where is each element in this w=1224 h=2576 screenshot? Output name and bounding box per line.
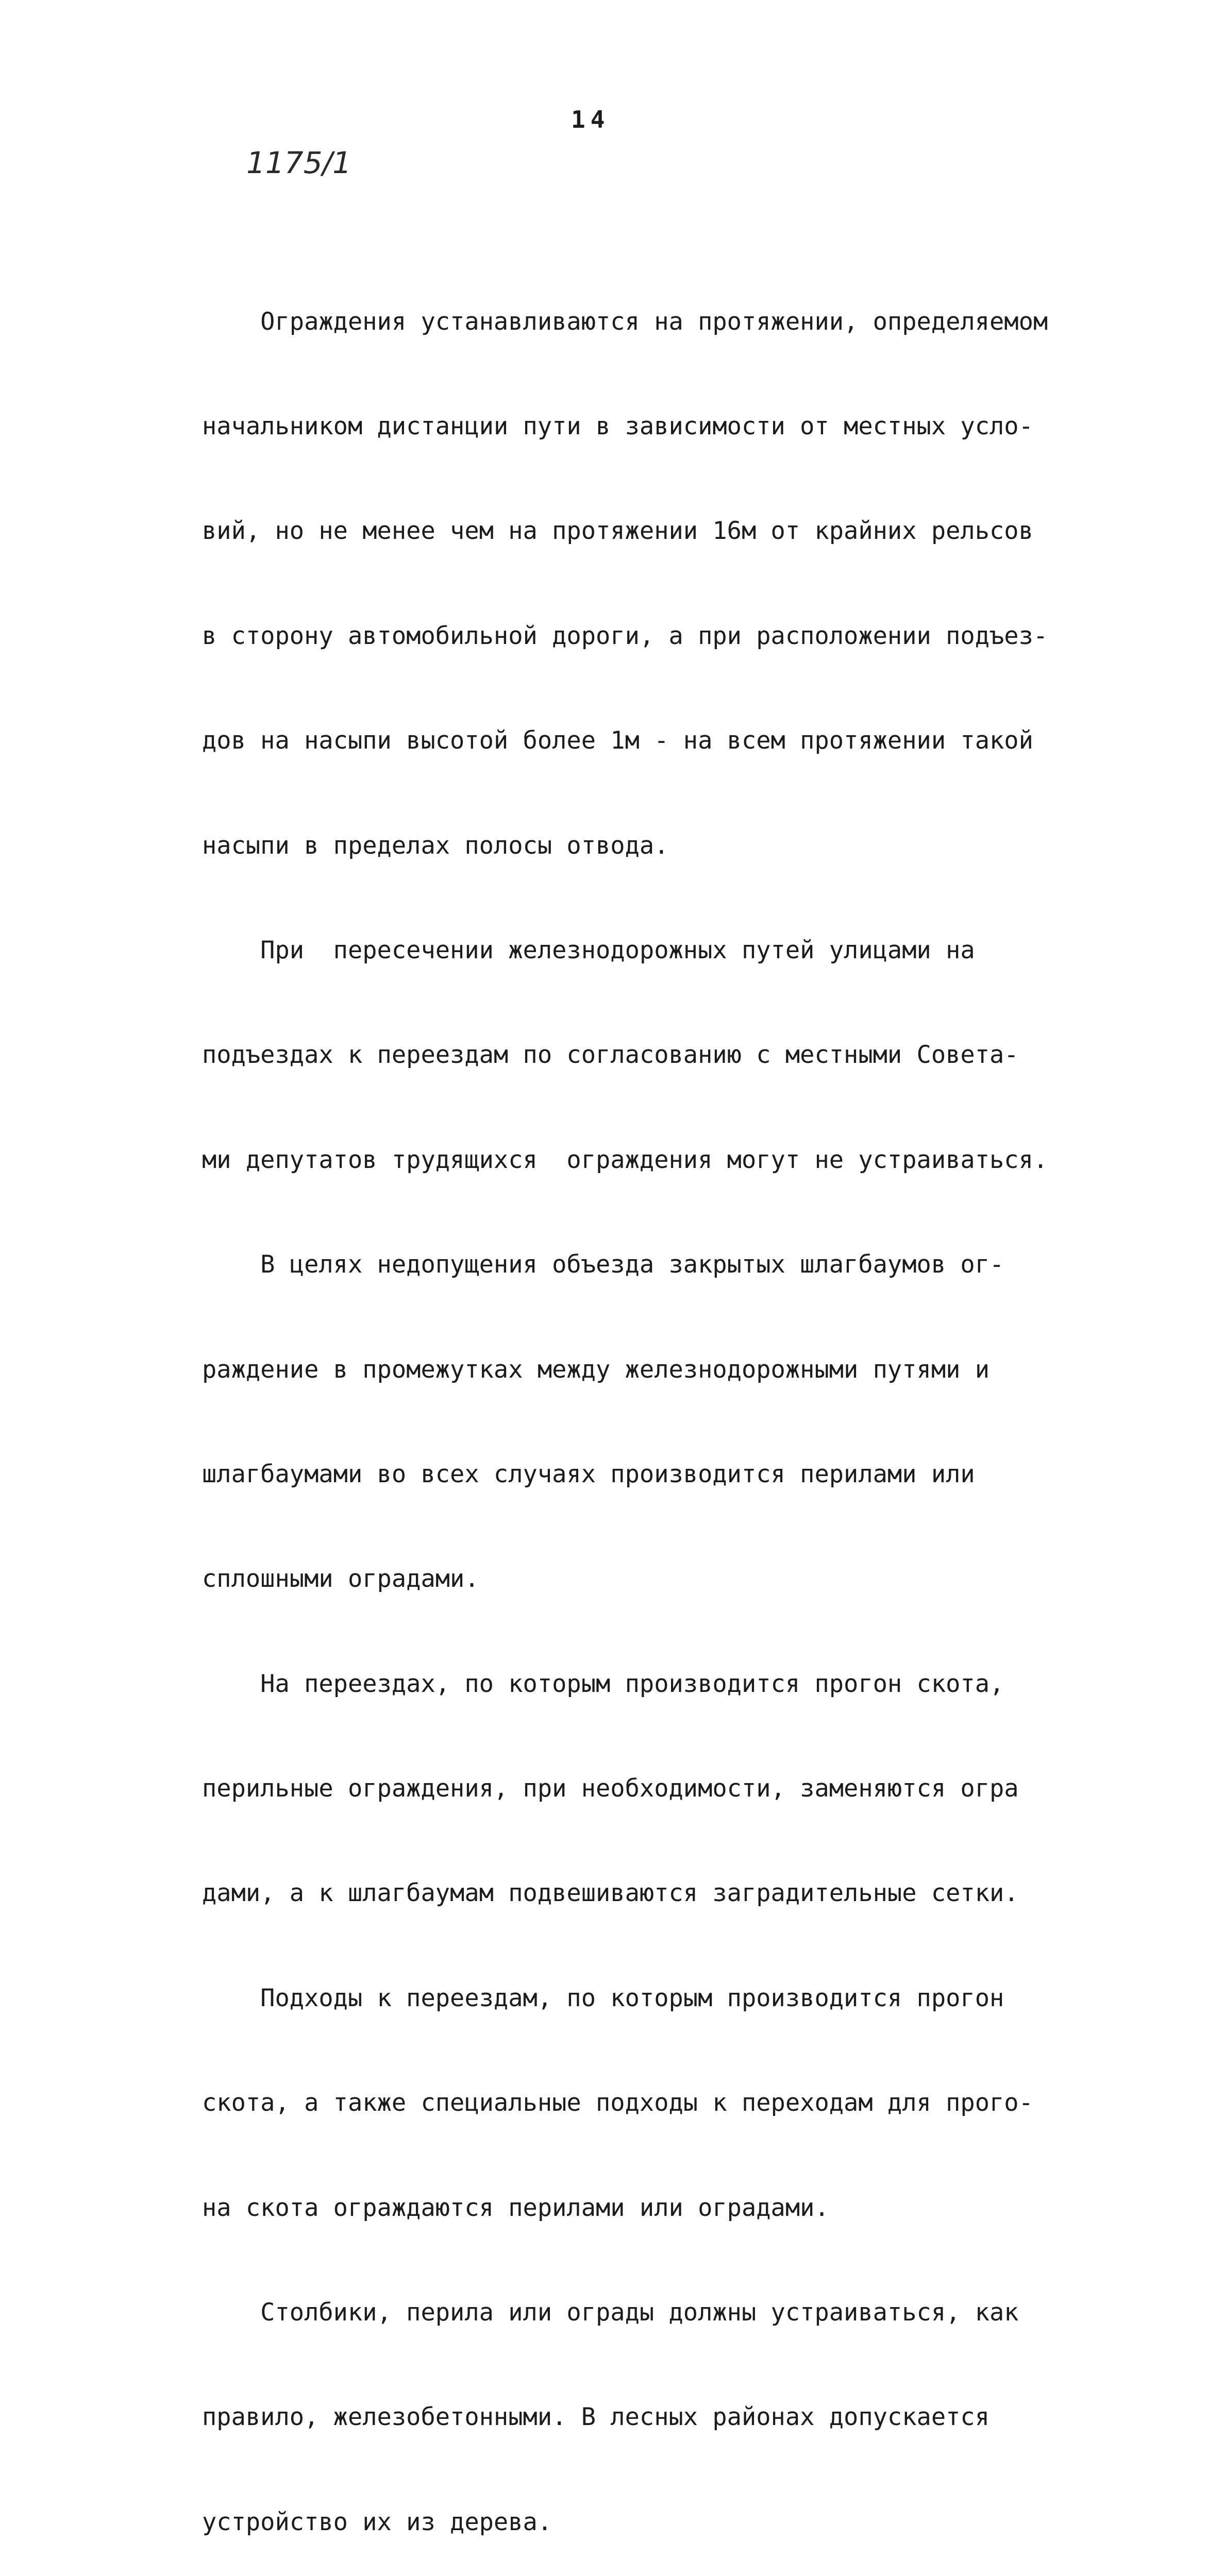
text-line: В целях недопущения объезда закрытых шлагбаумов ог- [202, 1250, 1004, 1279]
text-line: Ограждения устанавливаются на протяжении, определяемом [202, 307, 1048, 336]
text-line: насыпи в пределах полосы отвода. [202, 831, 669, 860]
text-line: перильные ограждения, при необходимости, заменяются огра [202, 1774, 1019, 1803]
text-line: Подходы к переездам, по которым производится прогон [202, 1984, 1004, 2012]
text-line: на скота ограждаются перилами или оградами. [202, 2193, 829, 2222]
text-line: вий, но не менее чем на протяжении 16м от крайних рельсов [202, 517, 1033, 546]
archive-mark-handwritten: 1175/1 [246, 145, 352, 180]
text-line: в сторону автомобильной дороги, а при расположении подъез- [202, 621, 1048, 650]
text-line: подъездах к переездам по согласованию с местными Совета- [202, 1041, 1019, 1070]
text-line: дами, а к шлагбаумам подвешиваются заградительные сетки. [202, 1879, 1019, 1908]
text-line: раждение в промежутках между железнодорожными путями и [202, 1355, 990, 1384]
text-line: шлагбаумами во всех случаях производится перилами или [202, 1460, 975, 1488]
page-number: 14 [571, 106, 610, 133]
text-line: начальником дистанции пути в зависимости от местных усло- [202, 412, 1033, 440]
text-line: устройство их из дерева. [202, 2507, 552, 2536]
text-line: ми депутатов трудящихся ограждения могут не устраиваться. [202, 1145, 1048, 1174]
text-line: На переездах, по которым производится прогон скота, [202, 1669, 1004, 1698]
text-line: правило, железобетонными. В лесных районах допускается [202, 2403, 990, 2432]
document-body [202, 234, 1068, 2576]
text-line: скота, а также специальные подходы к переходам для прого- [202, 2089, 1033, 2117]
text-line: Столбики, перила или ограды должны устраиваться, как [202, 2298, 1019, 2327]
text-line: дов на насыпи высотой более 1м - на всем протяжении такой [202, 726, 1033, 755]
text-line: При пересечении железнодорожных путей улицами на [202, 936, 975, 964]
text-line: сплошными оградами. [202, 1565, 479, 1594]
